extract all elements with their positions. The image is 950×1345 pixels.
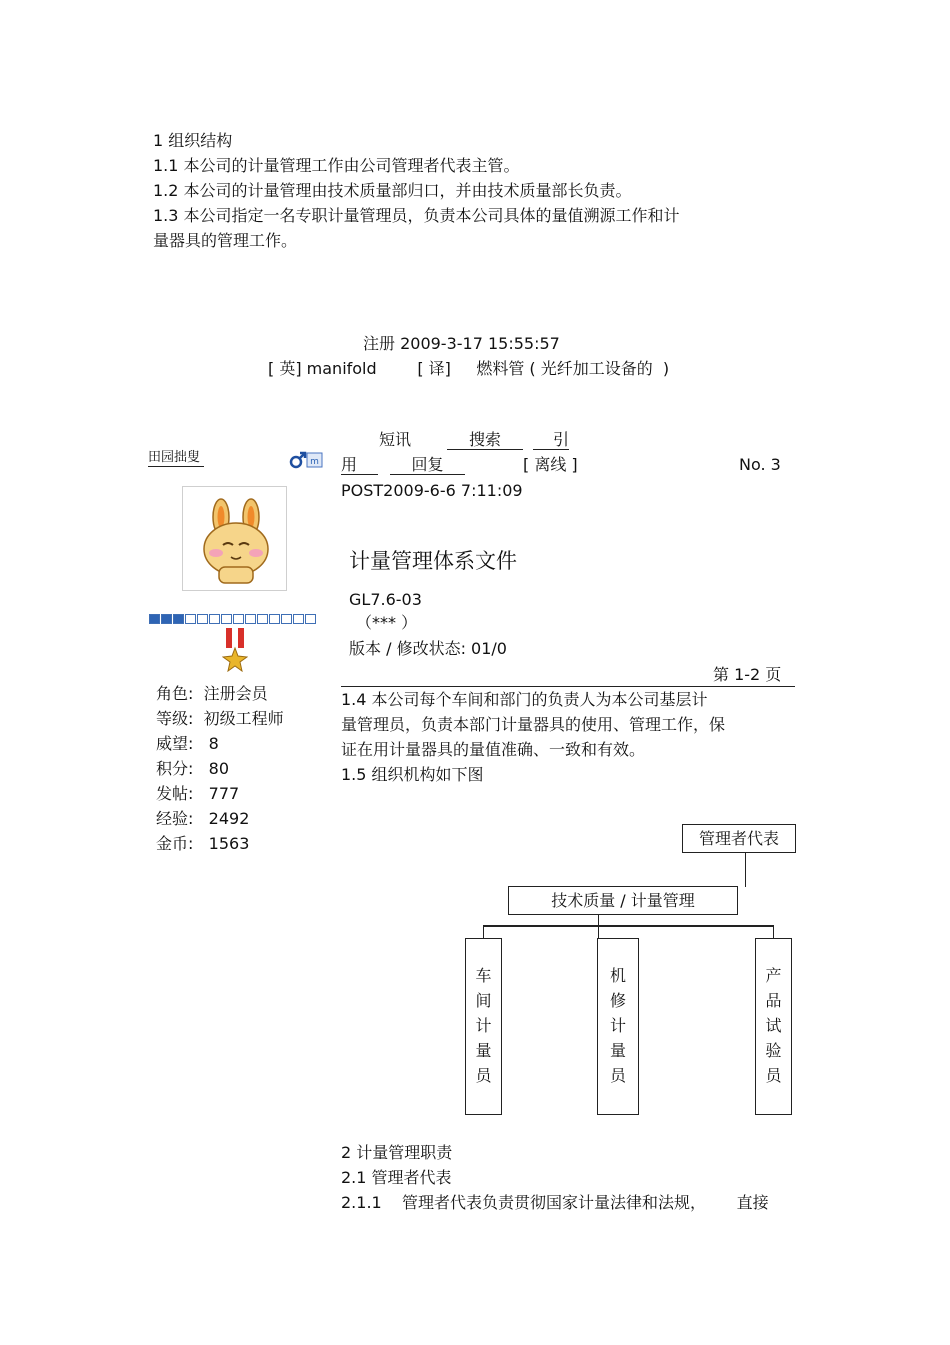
quote-link-continued[interactable]: 用: [341, 455, 378, 475]
level-segment: [293, 614, 304, 624]
document-code: GL7.6-03: [349, 590, 422, 609]
org-node-char: 员: [609, 1066, 626, 1085]
org-node-char: 修: [609, 991, 626, 1010]
username-link[interactable]: 田园拙叟: [148, 450, 204, 467]
level-segment: [209, 614, 220, 624]
org-node-char: 计: [609, 1016, 626, 1035]
level-segment: [257, 614, 268, 624]
connector: [773, 925, 774, 939]
paragraph: 证在用计量器具的量值准确、一致和有效。: [341, 740, 646, 759]
medal-icon: [222, 628, 248, 676]
stat-prestige: 威望: 8: [156, 734, 219, 753]
paragraph: 1.1 本公司的计量管理工作由公司管理者代表主管。: [153, 156, 520, 175]
stat-grade: 等级: 初级工程师: [156, 709, 284, 728]
level-segment: [269, 614, 280, 624]
org-node-char: 品: [765, 991, 782, 1010]
stat-exp: 经验: 2492: [156, 809, 250, 828]
paragraph: 1.2 本公司的计量管理由技术质量部归口，并由技术质量部长负责。: [153, 181, 632, 200]
level-segment: [173, 614, 184, 624]
level-segment: [221, 614, 232, 624]
org-node-char: 机: [609, 966, 626, 985]
header-divider: [341, 686, 795, 687]
org-node-workshop: [465, 938, 502, 1115]
org-node-top: 管理者代表: [682, 824, 796, 853]
stat-posts: 发帖: 777: [156, 784, 240, 803]
paragraph: 1.4 本公司每个车间和部门的负责人为本公司基层计: [341, 690, 708, 709]
level-segment: [161, 614, 172, 624]
sms-link[interactable]: 短讯: [379, 430, 412, 449]
post-timestamp: POST2009-6-6 7:11:09: [341, 481, 523, 500]
stat-role: 角色: 注册会员: [156, 684, 268, 703]
org-node-maintenance: [597, 938, 639, 1115]
document-title: 计量管理体系文件: [349, 549, 517, 573]
stat-coins: 金币: 1563: [156, 834, 250, 853]
level-segment: [281, 614, 292, 624]
glossary-line: [ 英] manifold [ 译] 燃料管 ( 光纤加工设备的 ): [268, 359, 670, 378]
section-heading: 2 计量管理职责: [341, 1143, 453, 1162]
page-indicator: 第 1-2 页: [713, 665, 782, 684]
reply-link[interactable]: 回复: [390, 455, 465, 475]
org-node-char: 试: [765, 1016, 782, 1035]
org-node-char: 员: [765, 1066, 782, 1085]
org-node-char: 量: [609, 1041, 626, 1060]
level-segment: [197, 614, 208, 624]
avatar: [182, 486, 287, 591]
document-stars: （*** ）: [356, 613, 418, 632]
org-node-char: 间: [475, 991, 492, 1010]
level-segment: [233, 614, 244, 624]
subsection-heading: 2.1 管理者代表: [341, 1168, 452, 1187]
level-segment: [185, 614, 196, 624]
level-segment: [305, 614, 316, 624]
connector: [483, 925, 484, 939]
gender-icon: [288, 450, 324, 474]
connector: [598, 915, 599, 939]
document-version: 版本 / 修改状态: 01/0: [349, 639, 507, 658]
paragraph: 1.3 本公司指定一名专职计量管理员，负责本公司具体的量值溯源工作和计: [153, 206, 680, 225]
section-heading: 1 组织结构: [153, 131, 233, 150]
org-node-char: 量: [475, 1041, 492, 1060]
level-segment: [149, 614, 160, 624]
connector: [483, 925, 774, 927]
search-link[interactable]: 搜索: [447, 430, 523, 450]
post-number: No. 3: [739, 455, 781, 474]
paragraph: 1.5 组织机构如下图: [341, 765, 484, 784]
stat-points: 积分: 80: [156, 759, 230, 778]
org-node-mid: 技术质量 / 计量管理: [508, 886, 738, 915]
level-segment: [245, 614, 256, 624]
offline-status: [ 离线 ]: [523, 455, 578, 474]
connector: [745, 853, 746, 887]
org-node-char: 车: [475, 966, 492, 985]
org-node-char: 产: [765, 966, 782, 985]
paragraph: 2.1.1 管理者代表负责贯彻国家计量法律和法规， 直接: [341, 1193, 769, 1212]
org-node-char: 计: [475, 1016, 492, 1035]
level-bar: [149, 609, 317, 628]
org-node-char: 员: [475, 1066, 492, 1085]
paragraph: 量管理员，负责本部门计量器具的使用、管理工作，保: [341, 715, 726, 734]
register-date: 注册 2009-3-17 15:55:57: [363, 334, 560, 353]
paragraph: 量器具的管理工作。: [153, 231, 298, 250]
quote-link[interactable]: 引: [533, 430, 569, 450]
org-node-testing: [755, 938, 792, 1115]
svg-text:m: m: [310, 457, 319, 467]
org-node-char: 验: [765, 1041, 782, 1060]
